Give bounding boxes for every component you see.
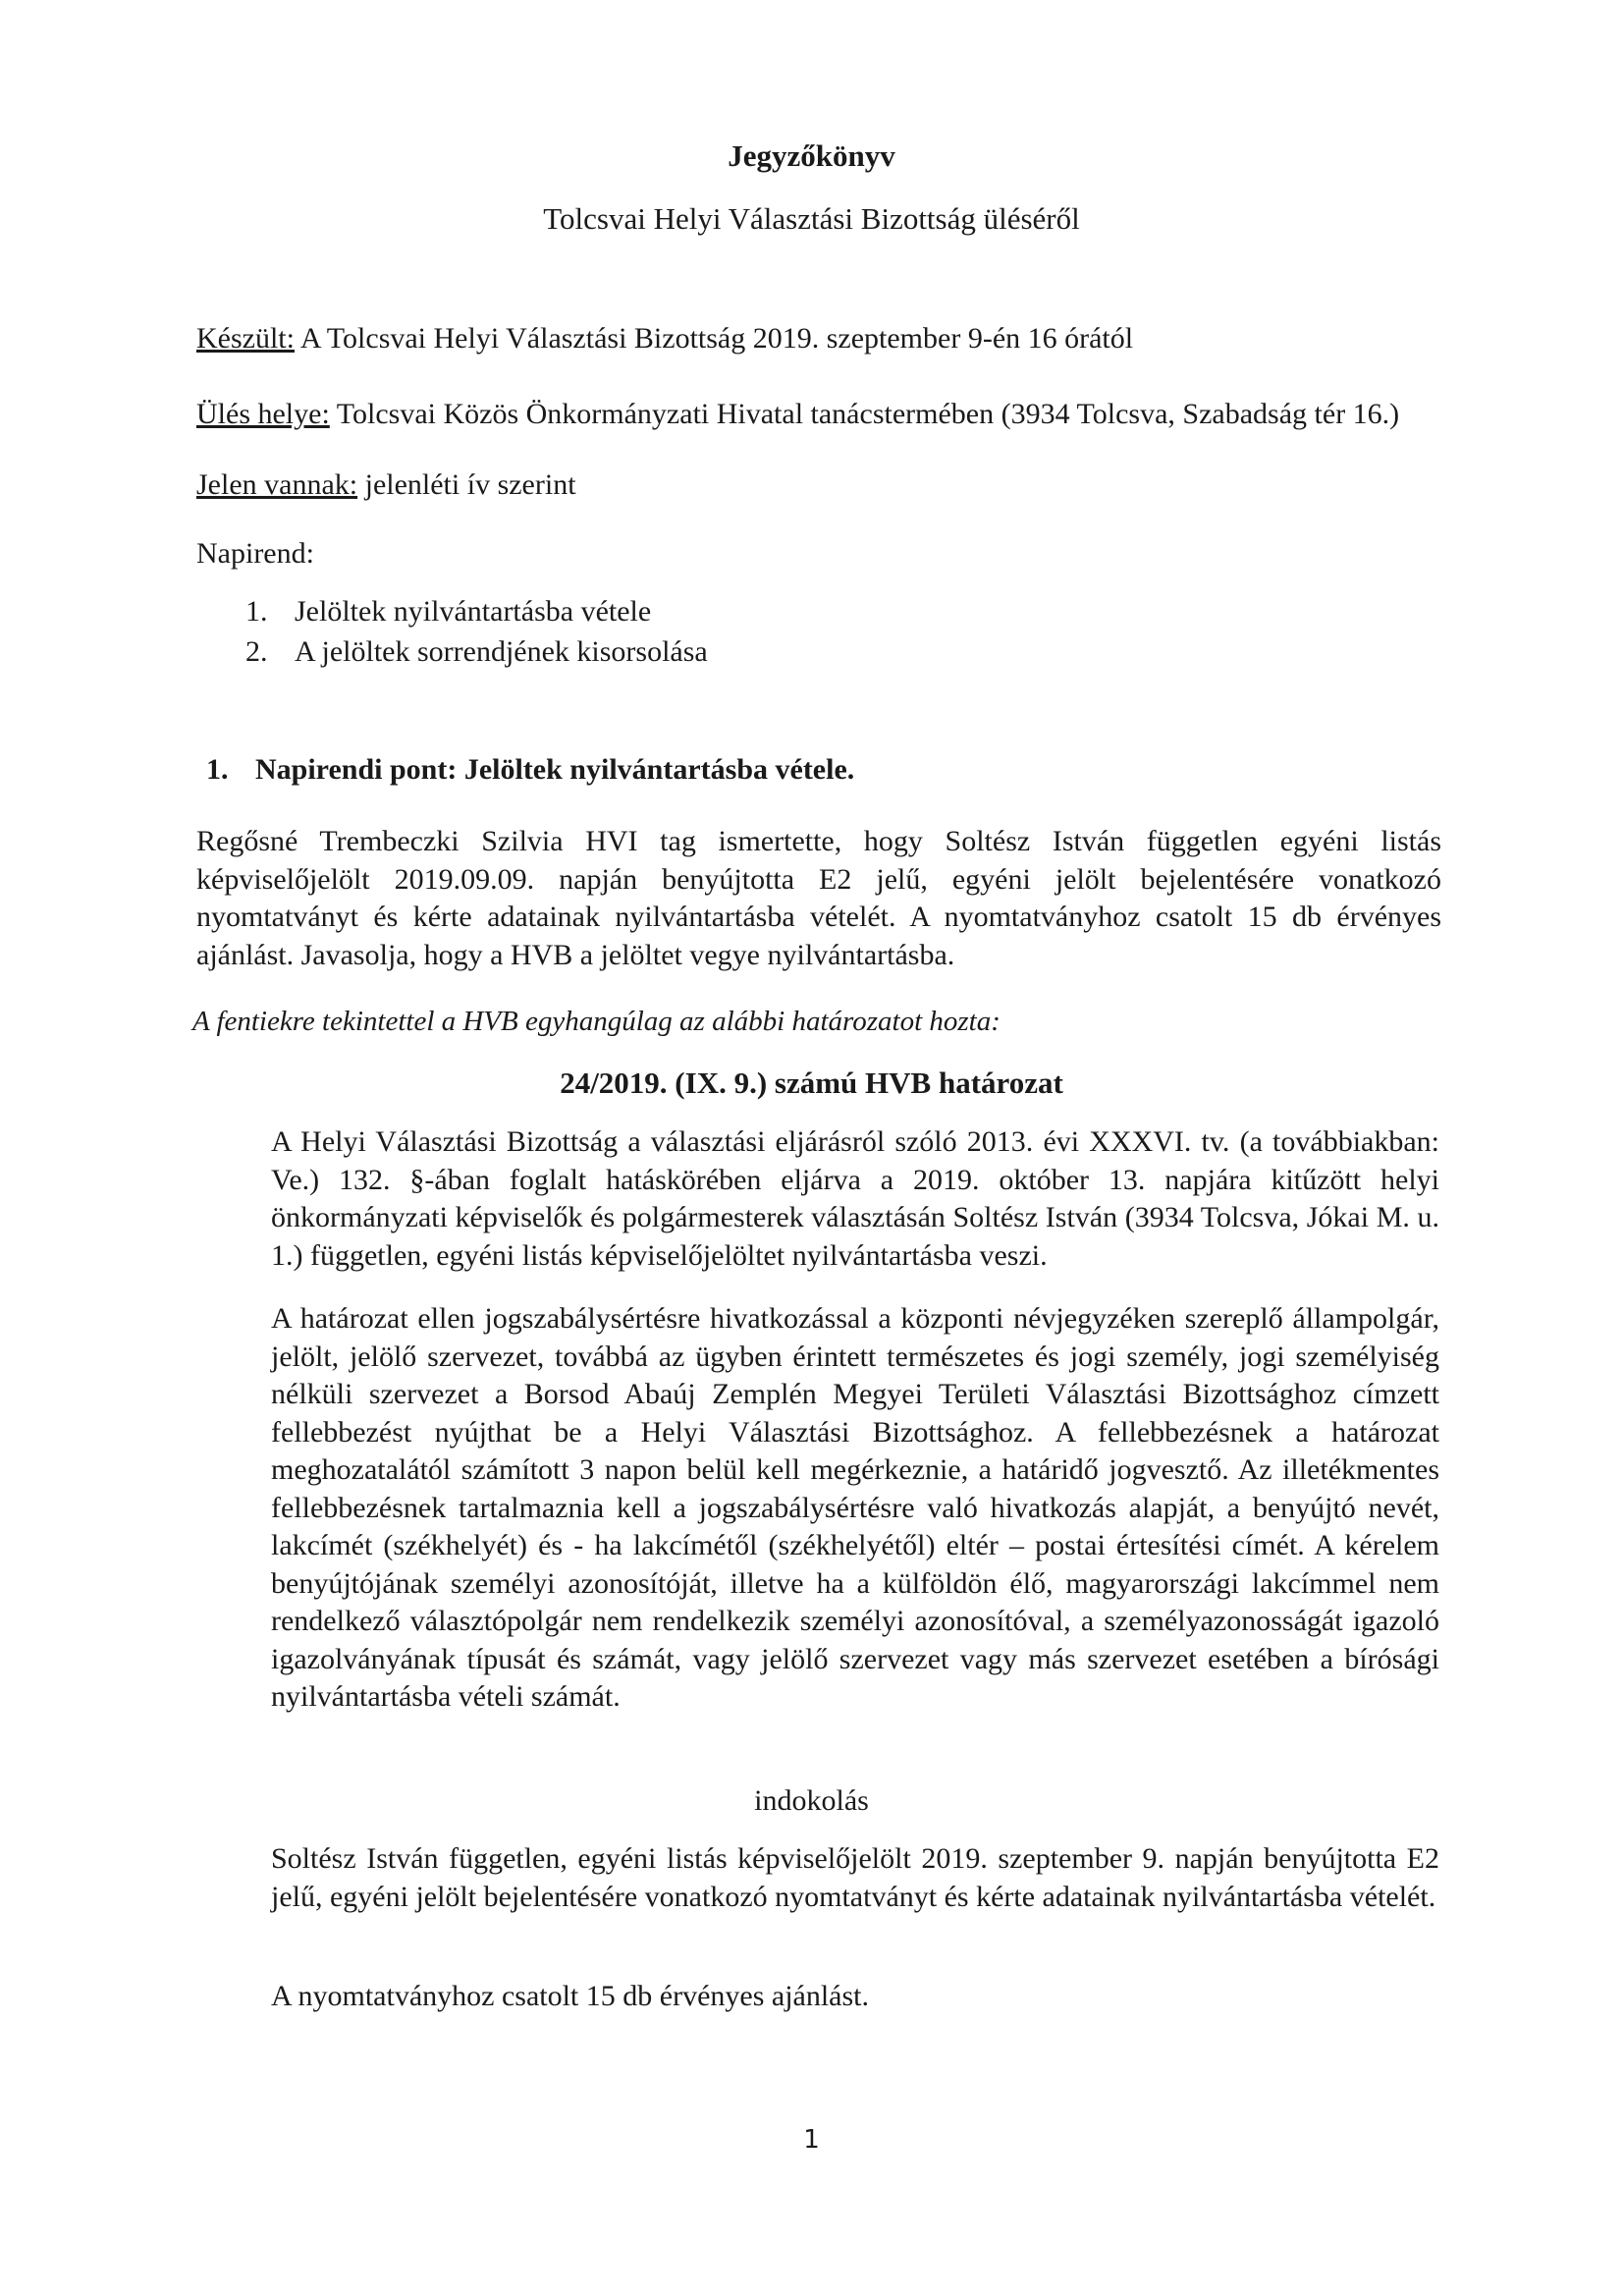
- agenda-item-number: 1.: [245, 595, 268, 628]
- appeal-paragraph: A határozat ellen jogszabálysértésre hivatkozással a központi névjegyzéken szereplő állampolgár, jelölt, jelölő szervezet, továbbá az ügyben érintett természetes és jogi személy, jogi személyiség nélküli szervezet a Borsod Abaúj Zemplén Megyei Területi Választási Bizottsághoz címzett fellebbezést nyújthat be a Helyi Választási Bizottsághoz. A fellebbezésnek a határozat meghozatalától számított 3 napon belül kell megérkeznie, a határidő jogvesztő. Az illetékmentes fellebbezésnek tartalmaznia kell a jogszabálysértésre való hivatkozás alapját, a benyújtó nevét, lakcímét (székhelyét) és - ha lakcímétől (székhelyétől) eltér – postai értesítési címét. A kérelem benyújtójának személyi azonosítóját, illetve ha a külföldön élő, magyarországi lakcímmel nem rendelkező választópolgár nem rendelkezik személyi azonosítóval, a személyazonosságát igazoló igazolványának típusát és számát, vagy jelölő szervezet vagy más szervezet esetében a bírósági nyilvántartásba vételi számát.: [271, 1302, 1439, 1713]
- section-number: 1.: [206, 753, 229, 786]
- meta-created-value: A Tolcsvai Helyi Választási Bizottság 2019. szeptember 9-én 16 órától: [299, 322, 1134, 355]
- page-number: 1: [803, 2125, 820, 2155]
- resolution-title: 24/2019. (IX. 9.) számú HVB határozat: [560, 1066, 1063, 1100]
- agenda-item-number: 2.: [245, 635, 268, 668]
- resolution-intro: A fentiekre tekintettel a HVB egyhangúlag az alábbi határozatot hozta:: [192, 1006, 1001, 1037]
- meta-present-value: jelenléti ív szerint: [364, 468, 576, 501]
- meta-present: [196, 466, 576, 504]
- agenda-item-text: A jelöltek sorrendjének kisorsolása: [295, 635, 708, 668]
- meta-location-value: Tolcsvai Közös Önkormányzati Hivatal tanácstermében (3934 Tolcsva, Szabadság tér 16.): [336, 398, 1400, 430]
- agenda-item: [245, 593, 651, 630]
- meta-created-label: Készült:: [196, 322, 295, 355]
- meta-present-label: Jelen vannak:: [196, 468, 358, 501]
- agenda-item-text: Jelöltek nyilvántartásba vétele: [295, 595, 652, 628]
- reasoning-paragraph-2: A nyomtatványhoz csatolt 15 db érvényes ajánlást.: [271, 1980, 870, 2012]
- meta-location: [196, 396, 1399, 433]
- meta-location-label: Ülés helye:: [196, 398, 330, 430]
- agenda-item: [245, 633, 708, 671]
- section-heading: [206, 751, 854, 789]
- meta-created: [196, 320, 1133, 357]
- agenda-label: Napirend:: [196, 537, 314, 570]
- section-title-text: Napirendi pont: Jelöltek nyilvántartásba vétele.: [255, 753, 855, 786]
- reasoning-paragraph: Soltész István független, egyéni listás képviselőjelölt 2019. szeptember 9. napján benyújtotta E2 jelű, egyéni jelölt bejelentésére vonatkozó nyomtatványt és kérte adatainak nyilvántartásba vételét.: [271, 1842, 1439, 1913]
- resolution-paragraph: A Helyi Választási Bizottság a választási eljárásról szóló 2013. évi XXXVI. tv. (a továbbiakban: Ve.) 132. §-ában foglalt hatáskörében eljárva a 2019. október 13. napjára kitűzött helyi önkormányzati képviselők és polgármesterek választásán Soltész István (3934 Tolcsva, Jókai M. u. 1.) független, egyéni listás képviselőjelöltet nyilvántartásba veszi.: [271, 1125, 1439, 1272]
- document-subtitle: Tolcsvai Helyi Választási Bizottság üléséről: [543, 201, 1080, 236]
- section-paragraph: Regősné Trembeczki Szilvia HVI tag ismertette, hogy Soltész István független egyéni listás képviselőjelölt 2019.09.09. napján benyújtotta E2 jelű, egyéni jelölt bejelentésére vonatkozó nyomtatványt és kérte adatainak nyilvántartásba vételét. A nyomtatványhoz csatolt 15 db érvényes ajánlást. Javasolja, hogy a HVB a jelöltet vegye nyilvántartásba.: [196, 825, 1441, 971]
- reasoning-heading: indokolás: [754, 1784, 869, 1817]
- document-title: Jegyzőkönyv: [728, 138, 895, 173]
